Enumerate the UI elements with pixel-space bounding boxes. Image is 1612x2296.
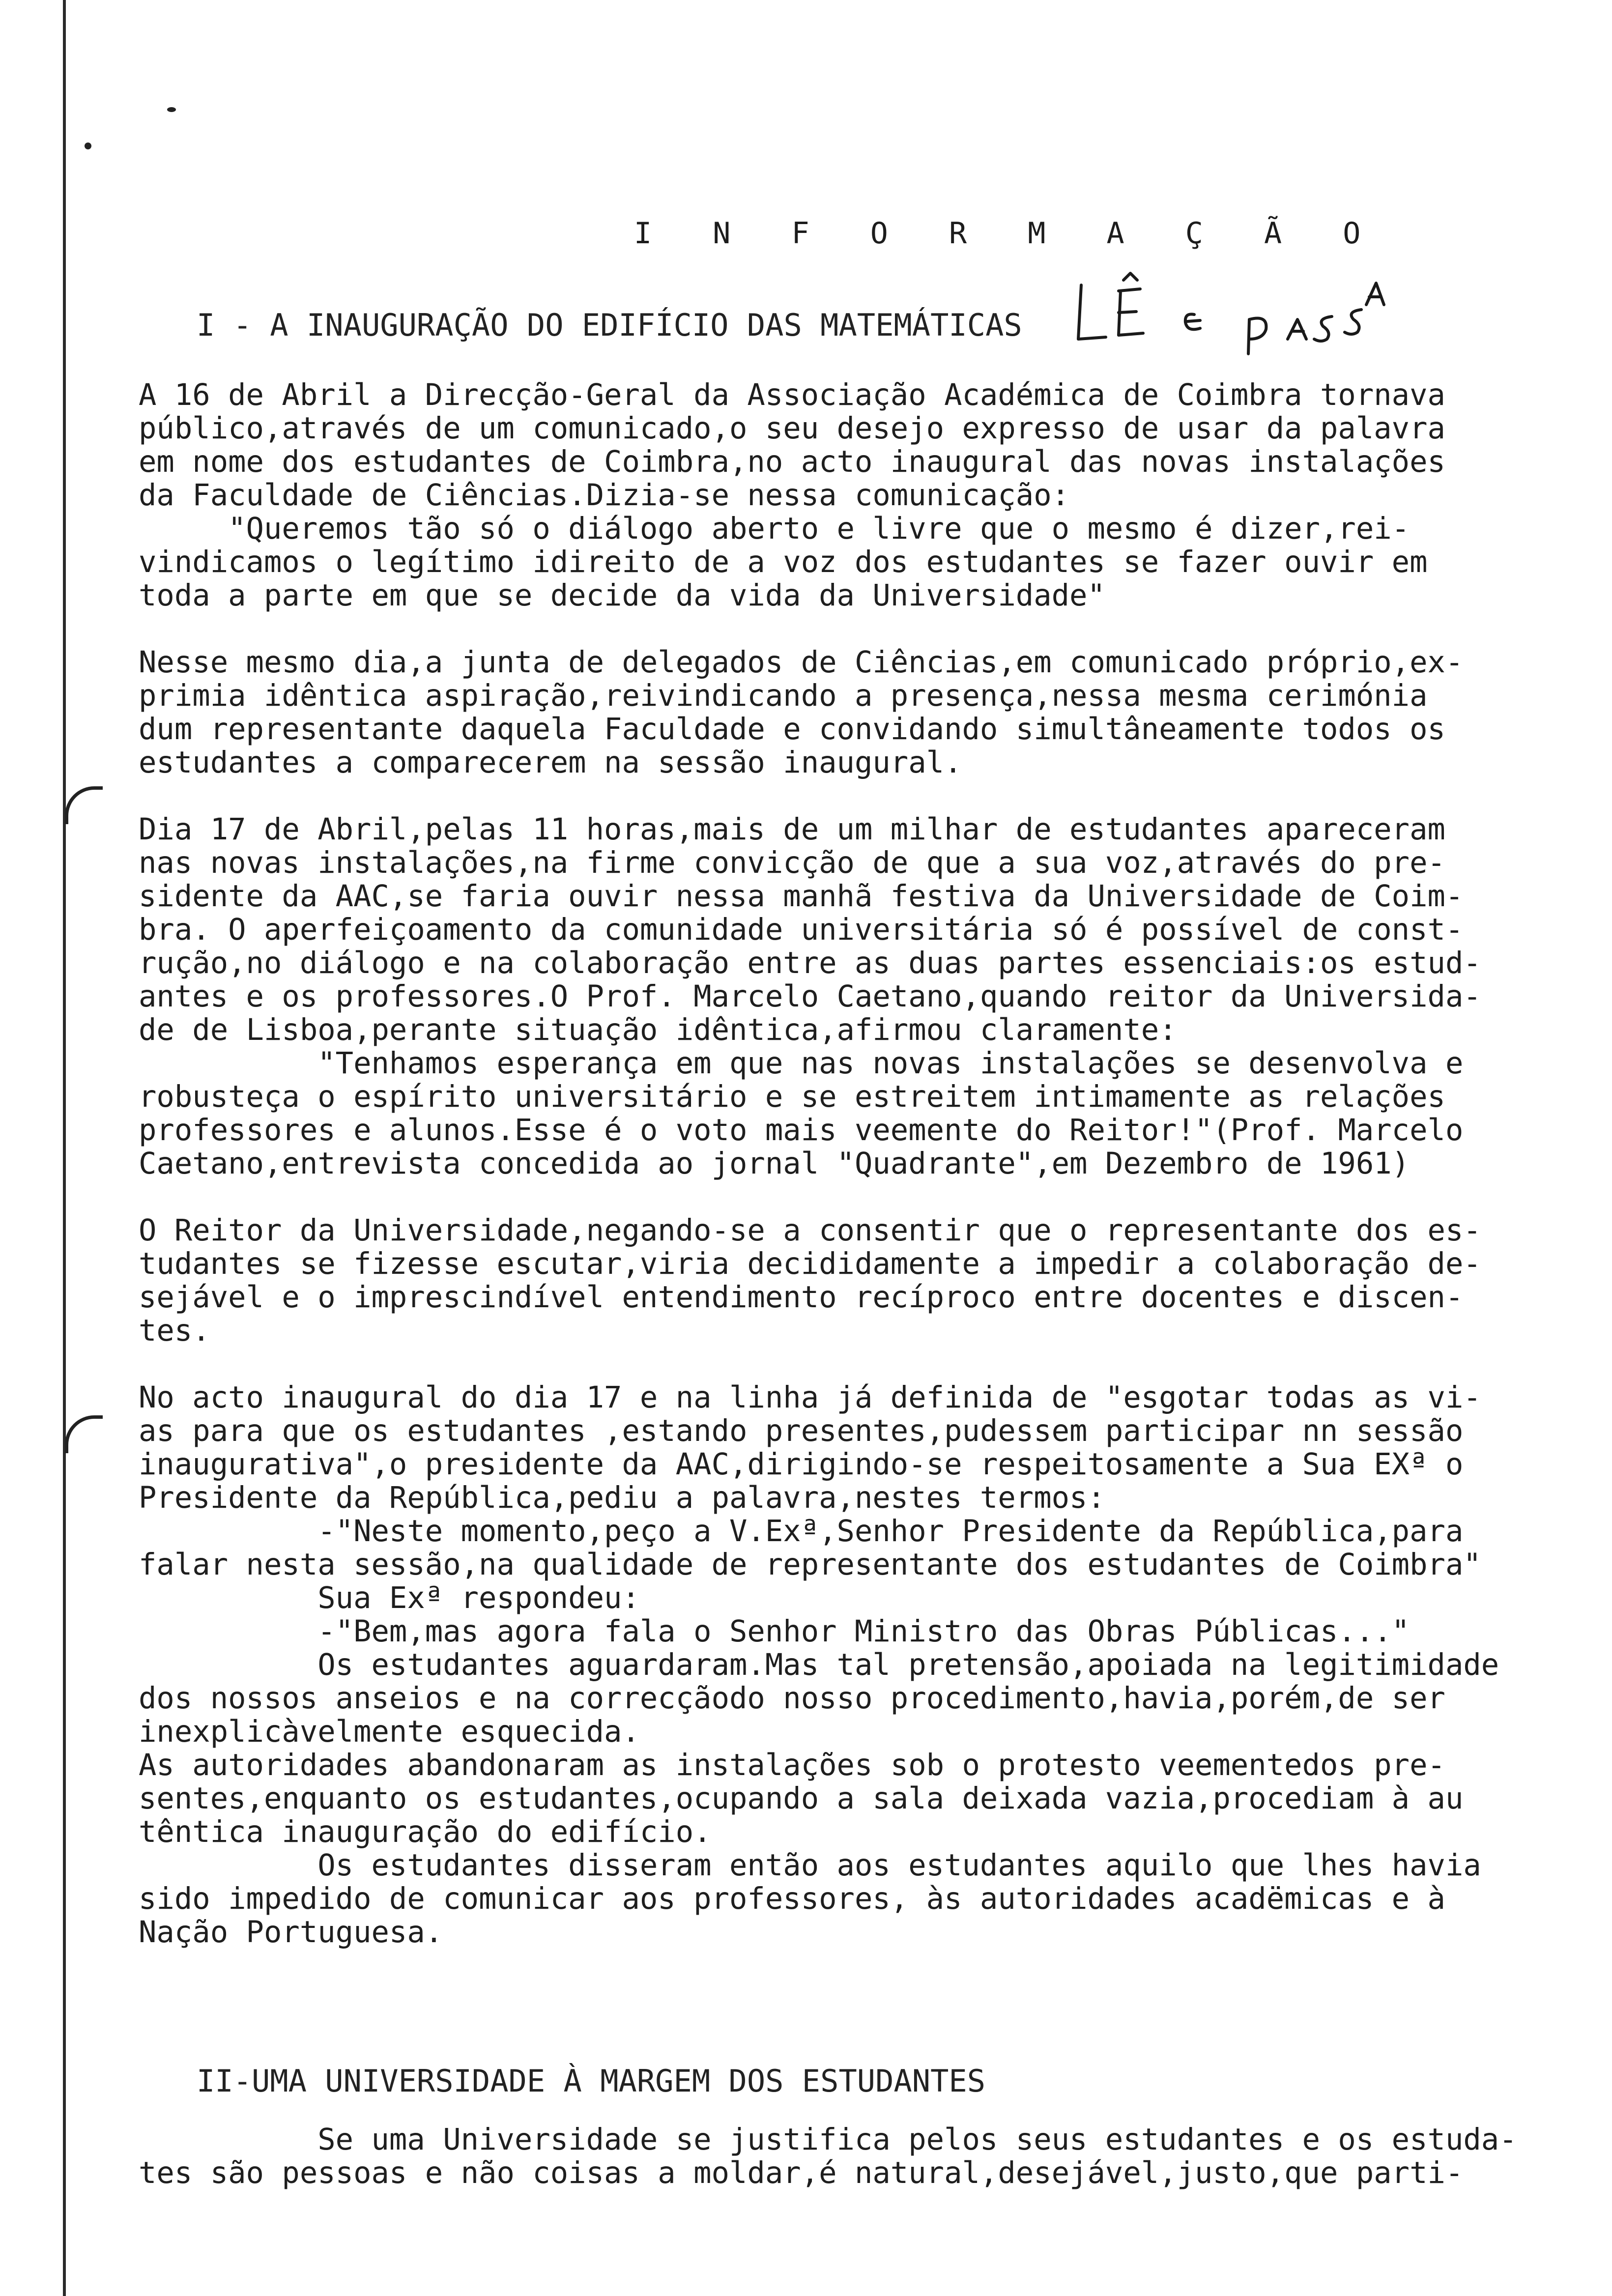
ink-dot [85,143,91,149]
paragraph: Se uma Universidade se justifica pelos seus estudantes e os estuda- tes são pessoas e não coisas a moldar,é natural,desejável,justo,que parti- [139,2123,1517,2190]
section-heading: II-UMA UNIVERSIDADE À MARGEM DOS ESTUDANTES [197,2063,986,2099]
paragraph: Nesse mesmo dia,a junta de delegados de Ciências,em comunicado próprio,ex- primia idêntica aspiração,reivindicando a presença,nessa mesma cerimónia dum representante daquela Faculdade e convidando simultâneamente todos os estudantes a comparecerem na sessão inaugural. [139,645,1464,780]
paragraph: No acto inaugural do dia 17 e na linha já definida de "esgotar todas as vi- as para que os estudantes ,estando presentes,pudessem participar nn sessão inaugurativa",o presidente da AAC,dirigindo-se respeitosamente a Sua EXª o Presidente da República,pediu a palavra,nestes termos: -"Neste momento,peço a V.Exª,Senhor Presidente da República,para falar nesta sessão,na qualidade de representante dos estudantes de Coimbra" Sua Exª respondeu: -"Bem,mas agora fala o Senhor Ministro das Obras Públicas..." Os estudantes aguardaram.Mas tal pretensão,apoiada na legitimidade dos nossos anseios e na correcçãodo nosso procedimento,havia,porém,de ser inexplicàvelmente esquecida. As autoridades abandonaram as instalações sob o protesto veementedos pre- sentes,enquanto os estudantes,ocupando a sala deixada vazia,procediam à au têntica inauguração do edifício. Os estudantes disseram então aos estudantes aquilo que lhes havia sido impedido de comunicar aos professores, às autoridades acadëmicas e à Nação Portuguesa. [139,1380,1499,1950]
document-body [139,378,1564,1949]
margin-bracket-mark [65,1415,103,1453]
page-left-edge [63,0,66,2296]
margin-bracket-mark [65,786,103,824]
document-body-continued [139,2123,1564,2190]
paragraph: A 16 de Abril a Direcção-Geral da Associação Académica de Coimbra tornava público,através de um comunicado,o seu desejo expresso de usar da palavra em nome dos estudantes de Coimbra,no acto inaugural das novas instalações da Faculdade de Ciências.Dizia-se nessa comunicação: "Queremos tão só o diálogo aberto e livre que o mesmo é dizer,rei- vindicamos o legítimo idireito de a voz dos estudantes se fazer ouvir em toda a parte em que se decide da vida da Universidade" [139,378,1445,613]
paragraph: O Reitor da Universidade,negando-se a consentir que o representante dos es- tudantes se fizesse escutar,viria decididamente a impedir a colaboração de- sejável e o imprescindível entendimento recíproco entre docentes e discen- tes. [139,1213,1481,1348]
section-heading: I - A INAUGURAÇÃO DO EDIFÍCIO DAS MATEMÁTICAS [197,307,1022,343]
ink-dot [167,107,176,112]
paragraph: Dia 17 de Abril,pelas 11 horas,mais de um milhar de estudantes apareceram nas novas instalações,na firme convicção de que a sua voz,através do pre- sidente da AAC,se faria ouvir nessa manhã festiva da Universidade de Coim- bra. O aperfeiçoamento da comunidade universitária só é possível de const- rução,no diálogo e na colaboração entre as duas partes essenciais:os estud- antes e os professores.O Prof. Marcelo Caetano,quando reitor da Universida- de de Lisboa,perante situação idêntica,afirmou claramente: "Tenhamos esperança em que nas novas instalações se desenvolva e robusteça o espírito universitário e se estreitem intimamente as relações professores e alunos.Esse é o voto mais veemente do Reitor!"(Prof. Marcelo Caetano,entrevista concedida ao jornal "Quadrante",em Dezembro de 1961) [139,812,1481,1181]
handwritten-note [1071,265,1386,364]
document-title: I N F O R M A Ç Ã O [634,216,1382,251]
